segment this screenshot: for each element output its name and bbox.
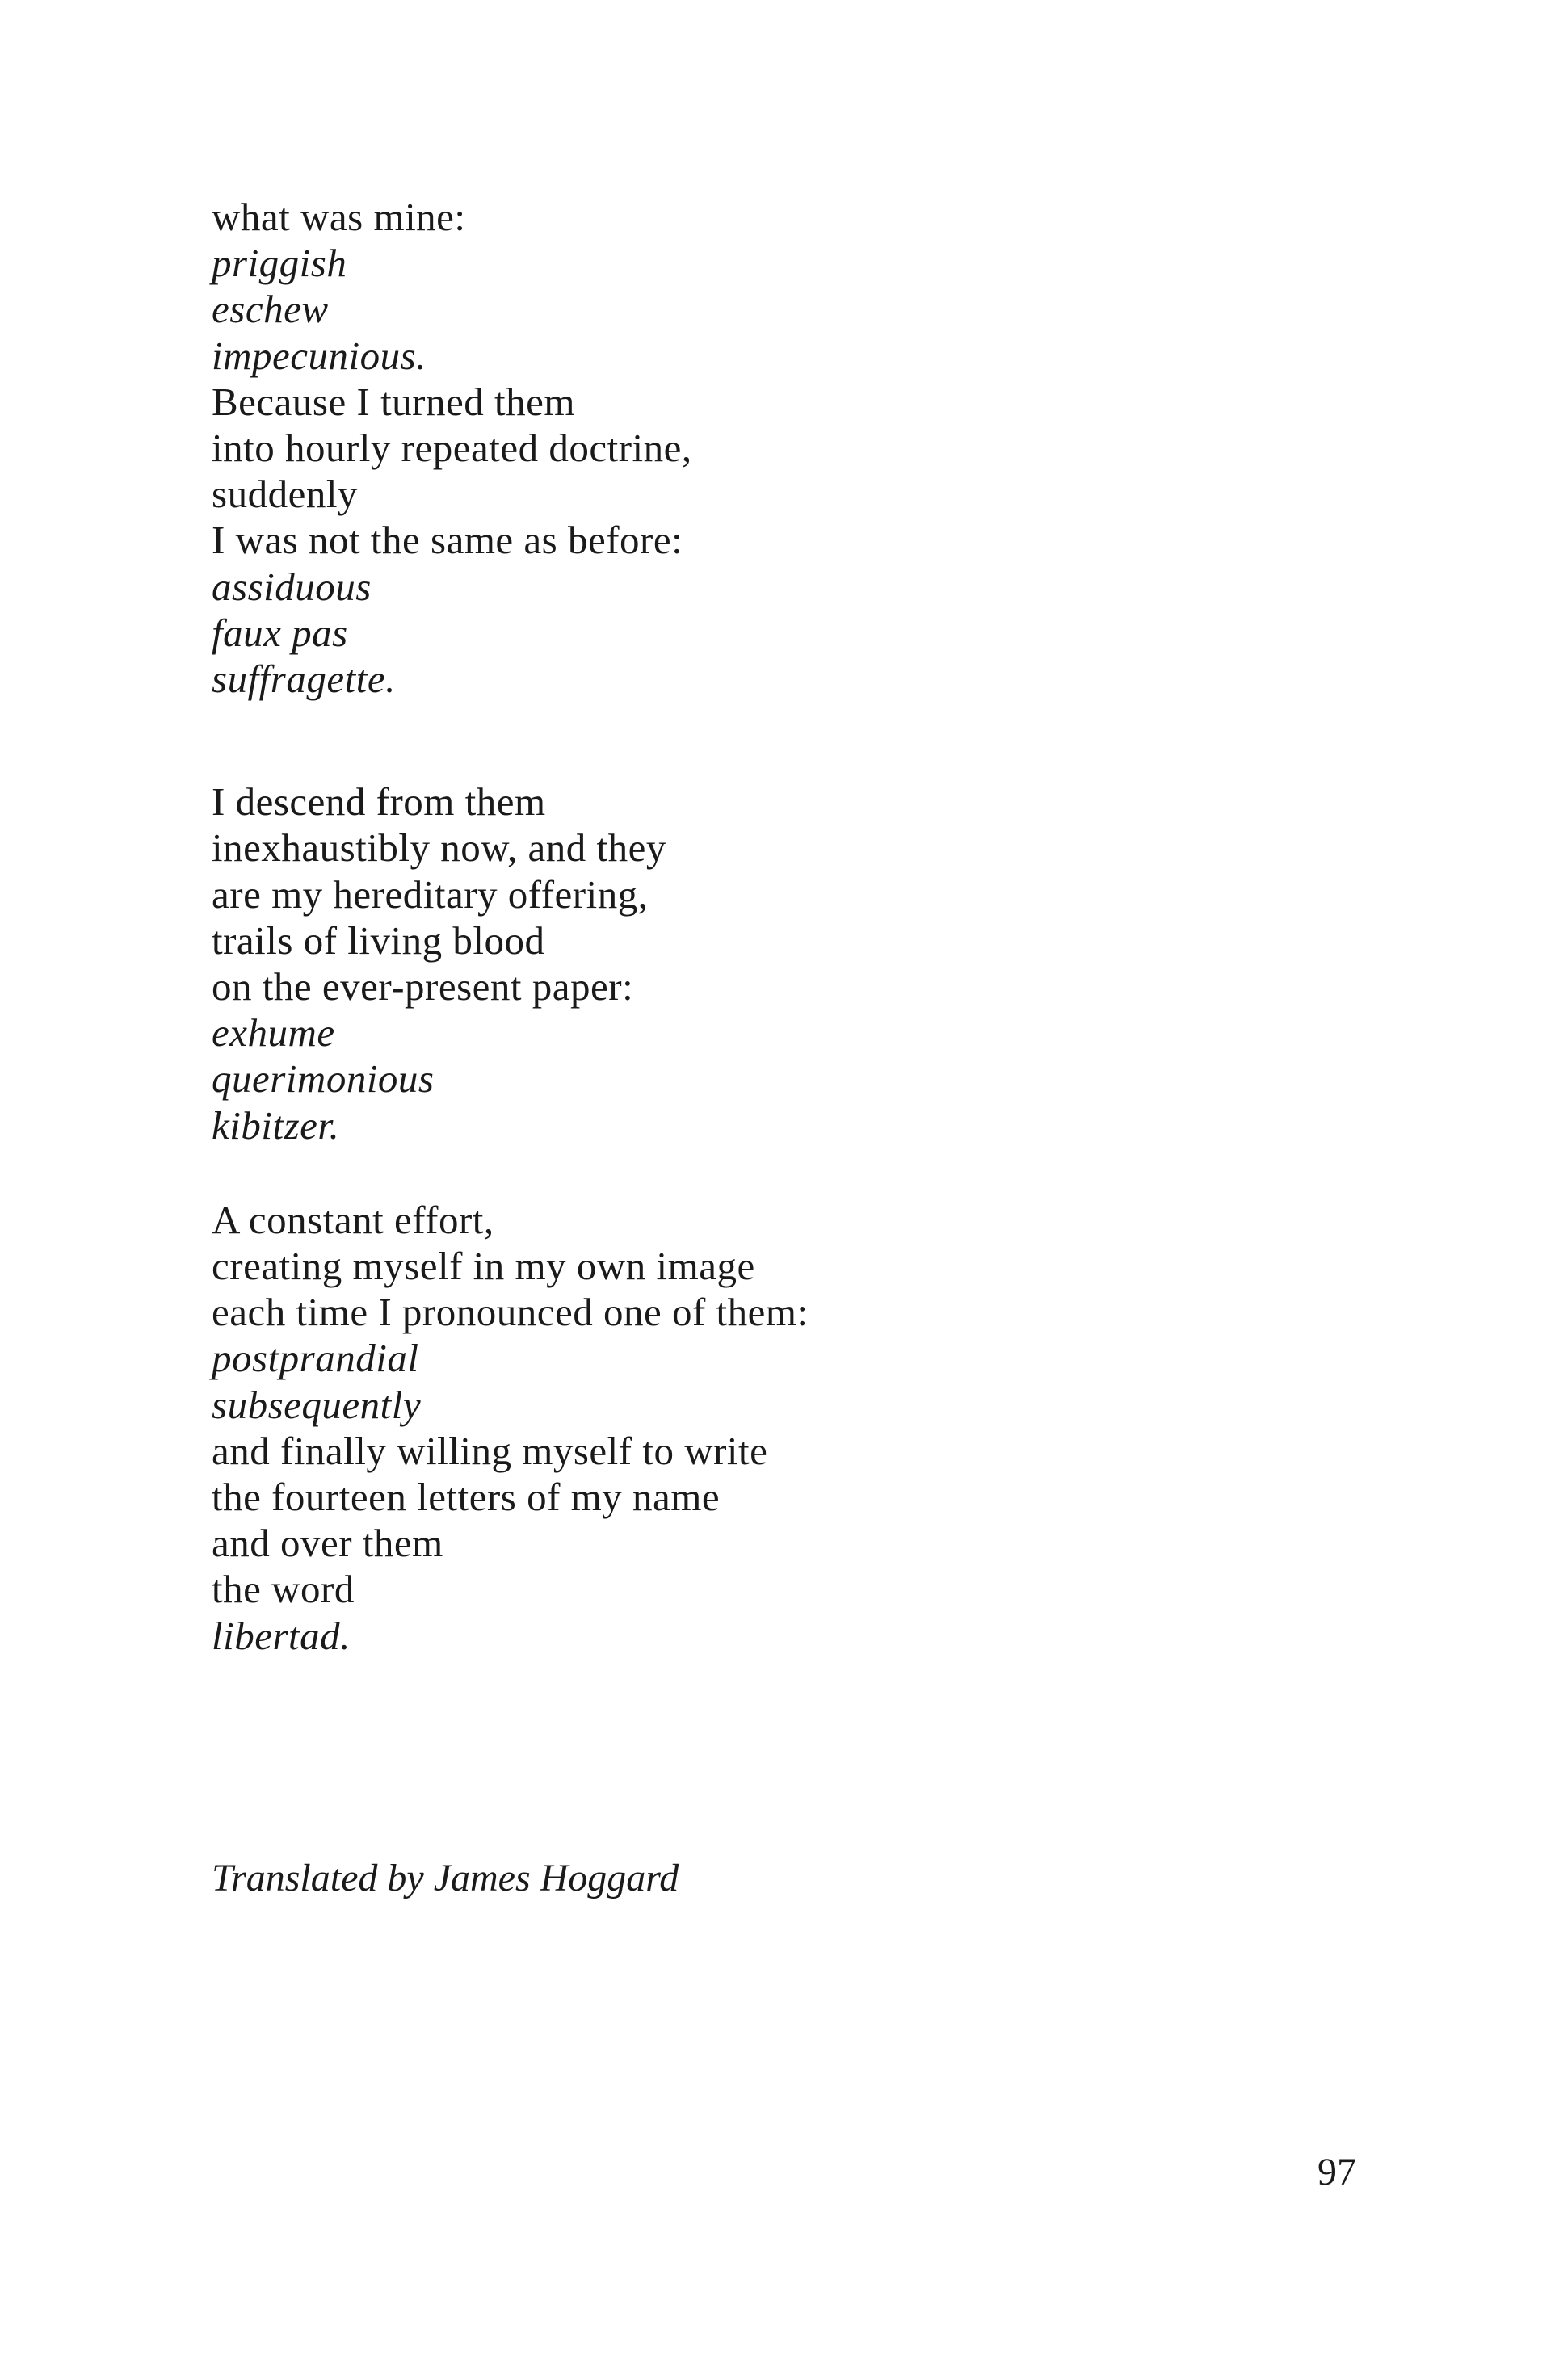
poem-line: inexhaustibly now, and they: [212, 825, 666, 871]
page-number: 97: [1317, 2151, 1356, 2193]
poem-line: the fourteen letters of my name: [212, 1475, 721, 1520]
poem-line: creating myself in my own image: [212, 1244, 755, 1289]
poem-line: on the ever-present paper:: [212, 964, 634, 1010]
translator-credit: Translated by James Hoggard: [212, 1857, 679, 1899]
stanza-3: [212, 1197, 1423, 1659]
poem-line-italic-word: eschew: [212, 287, 329, 332]
poem-line-italic-word: subsequently: [212, 1382, 422, 1427]
poem-line-italic-word: querimonious: [212, 1056, 435, 1102]
stanza-1: [212, 194, 1423, 702]
poem-line: are my hereditary offering,: [212, 871, 649, 917]
poem-line-italic-word: kibitzer.: [212, 1102, 340, 1148]
stanza-2: [212, 779, 1423, 1148]
poem-line: I descend from them: [212, 779, 546, 825]
poem-line-italic-word: exhume: [212, 1010, 335, 1056]
poem: [212, 194, 1423, 1659]
poem-line: and over them: [212, 1521, 443, 1566]
poem-line: into hourly repeated doctrine,: [212, 426, 692, 471]
poem-line: what was mine:: [212, 195, 466, 239]
stanza-break: [212, 702, 1423, 779]
poem-line-italic-word: priggish: [212, 241, 347, 286]
stanza-break: [212, 1148, 1423, 1197]
poem-line-italic-word: assiduous: [212, 564, 372, 609]
poem-line: each time I pronounced one of them:: [212, 1290, 809, 1335]
poem-line: the word: [212, 1567, 355, 1612]
poem-line: trails of living blood: [212, 917, 545, 963]
poem-line: suddenly: [212, 472, 358, 517]
poem-line: A constant effort,: [212, 1197, 494, 1242]
poem-line: I was not the same as before:: [212, 518, 683, 563]
poem-line: and finally willing myself to write: [212, 1428, 768, 1473]
poem-line: Because I turned them: [212, 379, 575, 424]
poem-line-italic-word: impecunious.: [212, 333, 427, 378]
poem-line-italic-word: suffragette.: [212, 657, 396, 702]
poem-line-italic-word: faux pas: [212, 610, 348, 655]
poem-line-italic-word: libertad.: [212, 1613, 351, 1658]
poem-line-italic-word: postprandial: [212, 1336, 419, 1381]
